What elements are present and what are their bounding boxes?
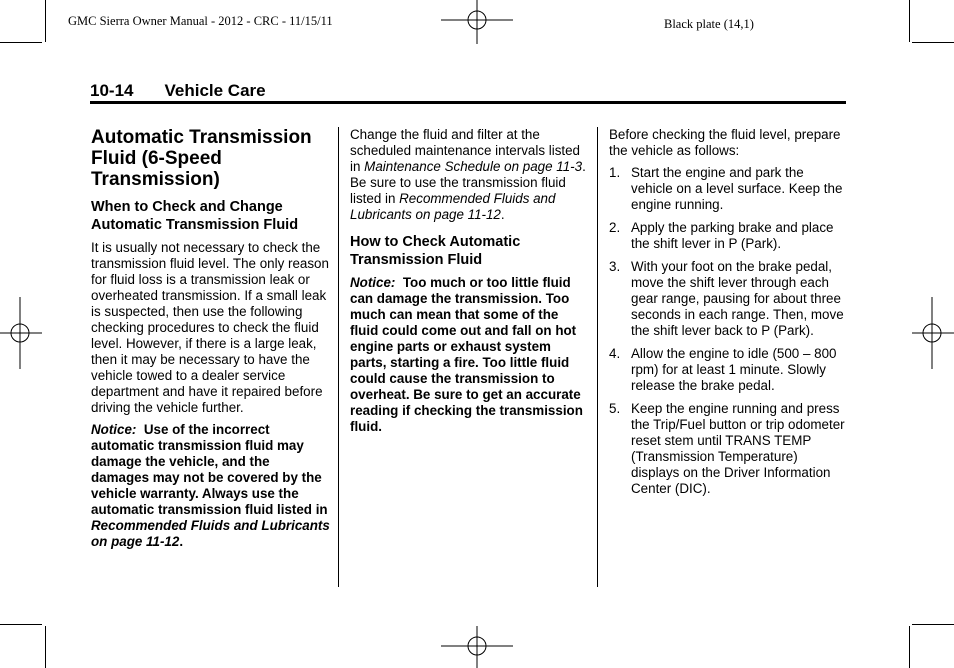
list-item: 3. With your foot on the brake pedal, move the shift lever through each gear range, pausing for about three seconds in each range. Then, move the shift lever back to P (Park). bbox=[609, 259, 844, 338]
notice-paragraph: Notice: Too much or too little fluid can damage the transmission. Too much can mean that some of the fluid could come out and fall on hot engine parts or exhaust system parts, starting a fire. Too little fluid could cause the transmission to overheat. Be sure to get an accurate reading if checking the transmission fluid. bbox=[350, 275, 583, 434]
print-header-right: Black plate (14,1) bbox=[664, 17, 754, 31]
list-item: 5. Keep the engine running and press the Trip/Fuel button or trip odometer reset stem until TRANS TEMP (Transmission Temperature) displays on the Driver Information Center (DIC). bbox=[609, 401, 845, 496]
intro-paragraph: Before checking the fluid level, prepare the vehicle as follows: bbox=[609, 127, 841, 158]
crop-mark bbox=[0, 42, 42, 43]
crop-mark bbox=[909, 0, 910, 42]
crop-mark bbox=[45, 626, 46, 668]
print-header-left: GMC Sierra Owner Manual - 2012 - CRC - 11/15/11 bbox=[68, 14, 333, 28]
list-item: 2. Apply the parking brake and place the shift lever in P (Park). bbox=[609, 220, 834, 251]
subsection-title: How to Check Automatic Transmission Fluid bbox=[350, 234, 521, 268]
registration-mark-bottom bbox=[441, 626, 513, 668]
header-rule bbox=[90, 101, 846, 104]
cross-reference-link[interactable]: Recommended Fluids and Lubricants on page 11-12 bbox=[350, 191, 556, 222]
column-divider bbox=[597, 127, 598, 587]
notice-paragraph: Notice: Use of the incorrect automatic transmission fluid may damage the vehicle, and the damages may not be covered by the vehicle warranty. Always use the automatic transmission fluid listed in Recommended Fluids and Lubricants on page 11-12. bbox=[91, 422, 330, 549]
article-title: Automatic Transmission Fluid (6-Speed Transmission) bbox=[91, 127, 312, 190]
crop-mark bbox=[912, 624, 954, 625]
crop-mark bbox=[912, 42, 954, 43]
column-3 bbox=[609, 127, 845, 504]
registration-mark-right bbox=[912, 297, 954, 369]
section-title: Vehicle Care bbox=[164, 81, 266, 100]
column-2 bbox=[350, 127, 588, 441]
column-divider bbox=[338, 127, 339, 587]
body-paragraph: It is usually not necessary to check the transmission fluid level. The only reason for fluid loss is a transmission leak or overheated transmission. If a small leak is suspected, then use the following checking procedures to check the fluid level. However, if there is a large leak, then it may be necessary to have the vehicle towed to a dealer service department and have it repaired before driving the vehicle further. bbox=[91, 240, 329, 415]
subsection-title: When to Check and Change Automatic Transmission Fluid bbox=[91, 199, 299, 233]
registration-mark-left bbox=[0, 297, 42, 369]
list-item: 1. Start the engine and park the vehicle on a level surface. Keep the engine running. bbox=[609, 165, 843, 212]
section-header bbox=[90, 81, 266, 101]
list-item: 4. Allow the engine to idle (500 – 800 rpm) for at least 1 minute. Slowly release the brake pedal. bbox=[609, 346, 837, 393]
crop-mark bbox=[45, 0, 46, 42]
cross-reference-link[interactable]: Maintenance Schedule on page 11-3 bbox=[364, 159, 583, 174]
crop-mark bbox=[0, 624, 42, 625]
page-number: 10-14 bbox=[90, 81, 134, 100]
registration-mark-top bbox=[441, 0, 513, 44]
procedure-steps bbox=[609, 165, 845, 497]
body-paragraph: Change the fluid and filter at the scheduled maintenance intervals listed in Maintenance Schedule on page 11-3. Be sure to use the transmission fluid listed in Recommended Fluids and Lubricants on page 11-12. bbox=[350, 127, 586, 222]
cross-reference-link[interactable]: Recommended Fluids and Lubricants on page 11-12 bbox=[91, 518, 330, 549]
crop-mark bbox=[909, 626, 910, 668]
column-1 bbox=[91, 127, 331, 556]
